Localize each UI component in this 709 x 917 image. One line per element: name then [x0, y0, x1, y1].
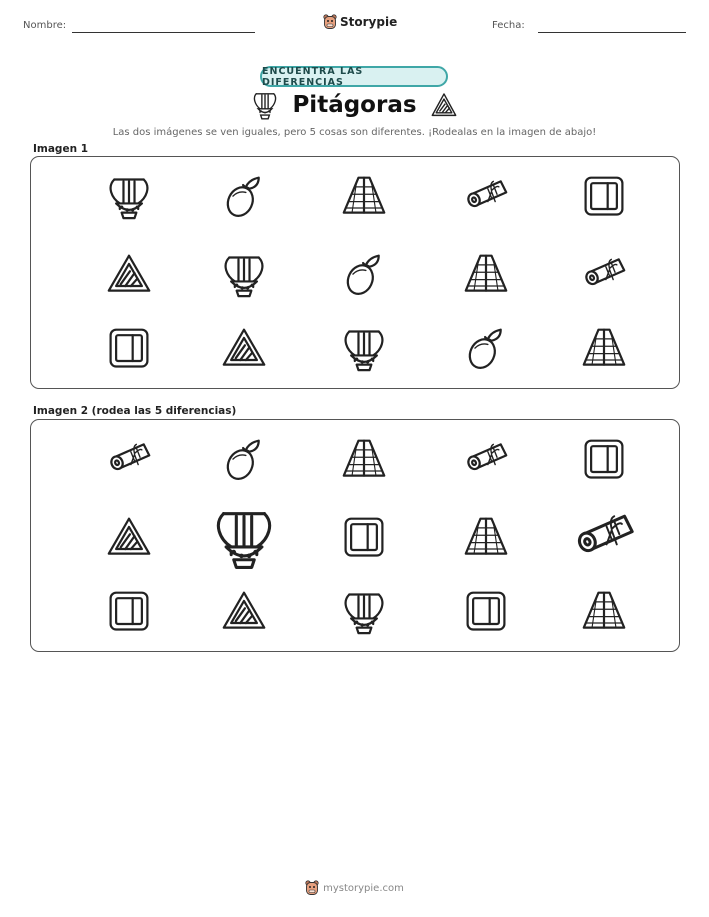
pyramid-icon: [581, 326, 627, 372]
brand-logo: [323, 14, 397, 30]
image2-label: Imagen 2 (rodea las 5 diferencias): [33, 405, 237, 417]
scroll-icon[interactable]: [463, 437, 509, 483]
square-frame-icon[interactable]: [341, 515, 387, 561]
pyramid-icon: [341, 174, 387, 220]
triangle-icon[interactable]: [221, 589, 267, 635]
lyre-icon: [341, 326, 387, 372]
activity-banner: ENCUENTRA LAS DIFERENCIAS: [260, 66, 448, 87]
pyramid-icon[interactable]: [341, 437, 387, 483]
lemon-icon: [463, 326, 509, 372]
scroll-icon: [463, 174, 509, 220]
pyramid-icon[interactable]: [463, 515, 509, 561]
lemon-icon[interactable]: [221, 437, 267, 483]
image1-label: Imagen 1: [33, 143, 89, 155]
triangle-icon: [431, 92, 457, 118]
pyramid-icon[interactable]: [581, 589, 627, 635]
brand-name: Storypie: [340, 15, 398, 29]
title-row: [0, 90, 709, 120]
lyre-icon: [221, 252, 267, 298]
scroll-icon: [581, 252, 627, 298]
footer-url: mystorypie.com: [323, 882, 404, 894]
lyre-icon[interactable]: [341, 589, 387, 635]
image2-panel[interactable]: [30, 419, 680, 652]
bear-mascot-icon: [323, 14, 337, 30]
square-frame-icon[interactable]: [581, 437, 627, 483]
triangle-icon[interactable]: [106, 515, 152, 561]
triangle-icon: [106, 252, 152, 298]
square-frame-icon[interactable]: [106, 589, 152, 635]
name-label: Nombre:: [23, 20, 67, 31]
date-label: Fecha:: [492, 20, 525, 31]
lyre-icon[interactable]: [212, 506, 276, 570]
scroll-icon[interactable]: [106, 437, 152, 483]
lyre-icon: [252, 90, 278, 120]
footer: [0, 880, 709, 896]
square-frame-icon: [106, 326, 152, 372]
date-field-line[interactable]: [538, 32, 686, 33]
lyre-icon: [106, 174, 152, 220]
instructions: Las dos imágenes se ven iguales, pero 5 cosas son diferentes. ¡Rodealas en la imagen de abajo!: [112, 127, 597, 138]
bear-mascot-icon: [305, 880, 319, 896]
image1-panel: [30, 156, 680, 389]
square-frame-icon: [581, 174, 627, 220]
lemon-icon: [341, 252, 387, 298]
triangle-icon: [221, 326, 267, 372]
page-title: Pitágoras: [292, 92, 417, 118]
name-field-line[interactable]: [72, 32, 255, 33]
lemon-icon: [221, 174, 267, 220]
scroll-icon[interactable]: [572, 506, 636, 570]
pyramid-icon: [463, 252, 509, 298]
square-frame-icon[interactable]: [463, 589, 509, 635]
